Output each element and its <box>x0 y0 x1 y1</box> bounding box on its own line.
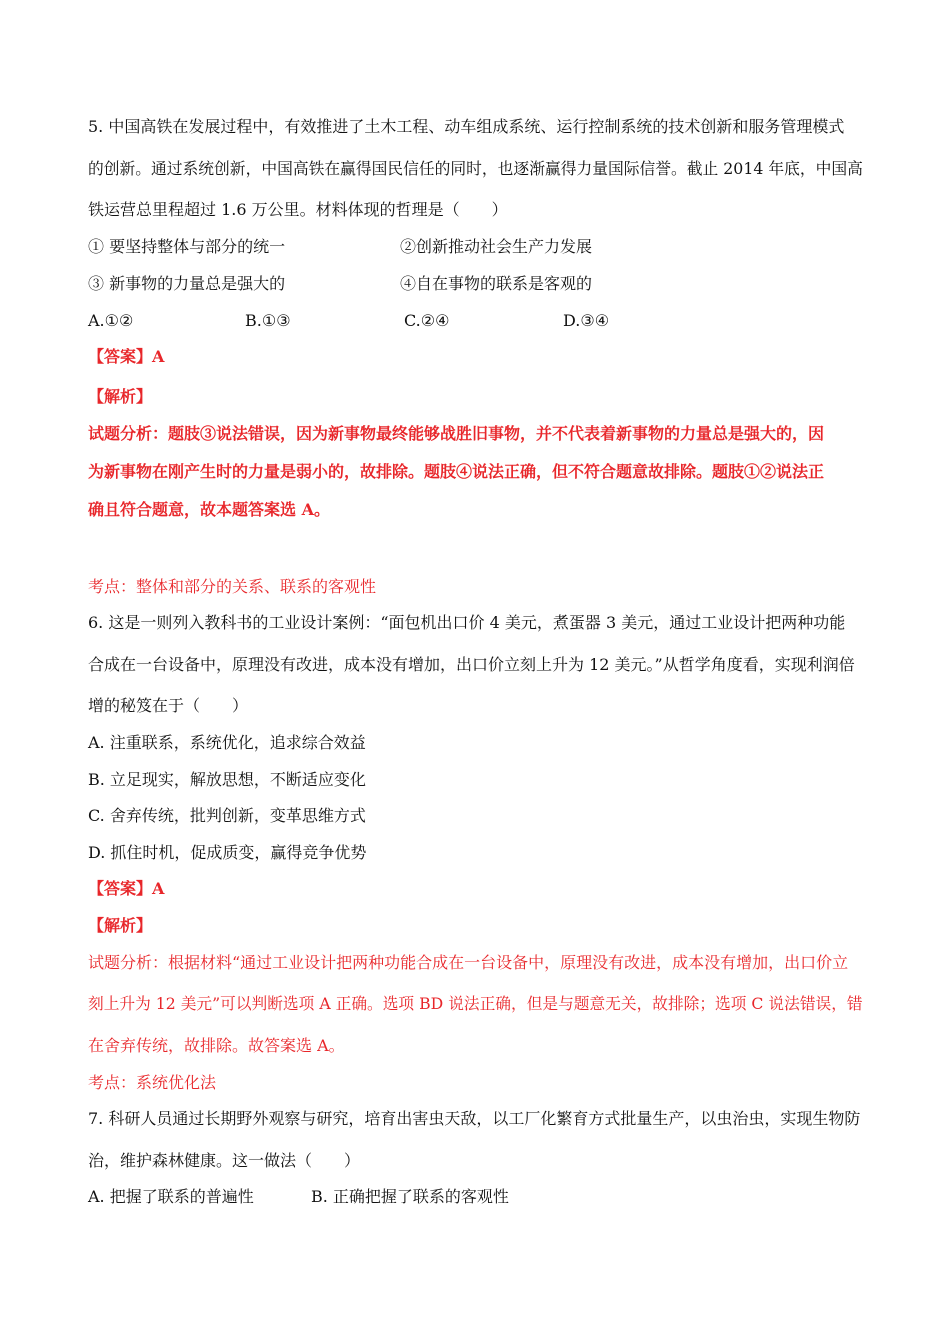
q5-choice-b: B.①③ <box>245 311 291 330</box>
q5-statement-2: ②创新推动社会生产力发展 <box>400 237 593 256</box>
q7-choice-a: A. 把握了联系的普遍性 <box>88 1187 254 1206</box>
q5-statement-3: ③ 新事物的力量总是强大的 <box>88 274 286 293</box>
q6-choice-b: B. 立足现实，解放思想，不断适应变化 <box>88 770 366 789</box>
q6-analysis-label: 【解析】 <box>88 916 153 935</box>
q5-kaodian: 考点：整体和部分的关系、联系的客观性 <box>88 577 377 596</box>
q5-choice-a: A.①② <box>88 311 134 330</box>
q6-choice-a: A. 注重联系，系统优化，追求综合效益 <box>88 733 366 752</box>
q6-analysis-line-3: 在舍弃传统，故排除。故答案选 A。 <box>88 1036 345 1055</box>
q6-stem-line-3: 增的秘笈在于（ ） <box>88 696 249 715</box>
q5-stem-line-1: 5. 中国高铁在发展过程中，有效推进了土木工程、动车组成系统、运行控制系统的技术创新和服务管理模式 <box>88 117 845 136</box>
q5-statement-1: ① 要坚持整体与部分的统一 <box>88 237 286 256</box>
q5-stem-line-2: 的创新。通过系统创新，中国高铁在赢得国民信任的同时，也逐渐赢得力量国际信誉。截止 2014 年底，中国高 <box>88 159 863 178</box>
q5-choice-d: D.③④ <box>563 311 610 330</box>
q6-stem-line-1: 6. 这是一则列入教科书的工业设计案例：“面包机出口价 4 美元，煮蛋器 3 美元，通过工业设计把两种功能 <box>88 613 846 632</box>
q7-choice-b: B. 正确把握了联系的客观性 <box>311 1187 509 1206</box>
q5-analysis-line-2: 为新事物在刚产生时的力量是弱小的，故排除。题肢④说法正确，但不符合题意故排除。题肢①②说法正 <box>88 462 825 481</box>
q6-answer: 【答案】A <box>88 879 165 898</box>
q6-analysis-line-2: 刻上升为 12 美元”可以判断选项 A 正确。选项 BD 说法正确，但是与题意无关，故排除；选项 C 说法错误，错 <box>88 994 863 1013</box>
q5-stem-line-3: 铁运营总里程超过 1.6 万公里。材料体现的哲理是（ ） <box>88 200 508 219</box>
q5-statement-4: ④自在事物的联系是客观的 <box>400 274 593 293</box>
q5-answer: 【答案】A <box>88 347 165 366</box>
q5-analysis-line-1: 试题分析：题肢③说法错误，因为新事物最终能够战胜旧事物，并不代表着新事物的力量总是强大的，因 <box>88 424 825 443</box>
q5-choice-c: C.②④ <box>404 311 450 330</box>
q6-analysis-line-1: 试题分析：根据材料“通过工业设计把两种功能合成在一台设备中，原理没有改进，成本没有增加，出口价立 <box>88 953 849 972</box>
q7-stem-line-2: 治，维护森林健康。这一做法（ ） <box>88 1151 361 1170</box>
q6-stem-line-2: 合成在一台设备中，原理没有改进，成本没有增加，出口价立刻上升为 12 美元。”从哲学角度看，实现利润倍 <box>88 655 855 674</box>
q7-stem-line-1: 7. 科研人员通过长期野外观察与研究，培育出害虫天敌，以工厂化繁育方式批量生产，以虫治虫，实现生物防 <box>88 1109 861 1128</box>
q5-analysis-line-3: 确且符合题意，故本题答案选 A。 <box>88 500 330 519</box>
q6-choice-c: C. 舍弃传统，批判创新，变革思维方式 <box>88 806 366 825</box>
q5-analysis-label: 【解析】 <box>88 387 153 406</box>
q6-kaodian: 考点：系统优化法 <box>88 1073 217 1092</box>
q6-choice-d: D. 抓住时机，促成质变，赢得竞争优势 <box>88 843 367 862</box>
